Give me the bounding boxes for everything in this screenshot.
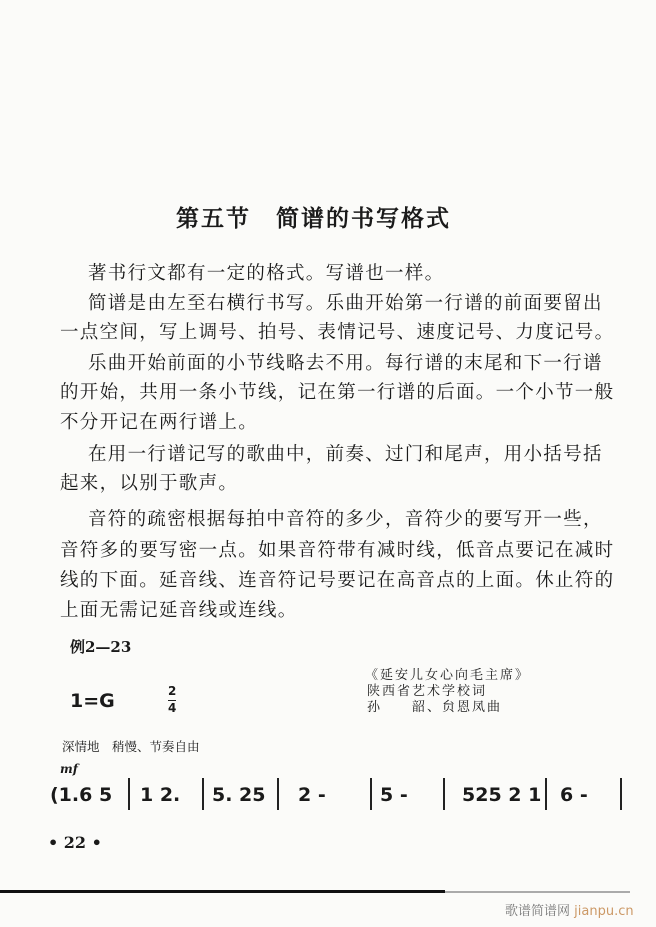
song-title: 《延安儿女心向毛主席》 xyxy=(365,668,531,683)
measure: 1 2. xyxy=(140,784,181,806)
measure: 2 - xyxy=(298,784,326,806)
bar-line xyxy=(443,778,445,810)
bar-line xyxy=(128,778,130,810)
paragraph-line: 的开始，共用一条小节线，记在第一行谱的后面。一个小节一般 xyxy=(60,382,615,403)
paragraph-line: 简谱是由左至右横行书写。乐曲开始第一行谱的前面要留出 xyxy=(88,293,603,314)
paragraph-line: 著书行文都有一定的格式。写谱也一样。 xyxy=(88,263,445,284)
measure: 525 2 1 xyxy=(462,784,542,806)
bar-line xyxy=(370,778,372,810)
bar-line xyxy=(277,778,279,810)
example-label: 例2—23 xyxy=(70,638,132,656)
paragraph-line: 上面无需记延音线或连线。 xyxy=(60,600,298,621)
paragraph-line: 乐曲开始前面的小节线略去不用。每行谱的末尾和下一行谱 xyxy=(88,353,603,374)
lyricist: 陕西省艺术学校词 xyxy=(367,684,488,699)
watermark-en: jianpu.cn xyxy=(574,904,634,919)
watermark xyxy=(505,900,634,919)
watermark-cn: 歌谱简谱网 xyxy=(505,904,571,919)
paragraph-line: 音符的疏密根据每拍中音符的多少，音符少的要写开一些， xyxy=(88,509,603,530)
bar-line xyxy=(620,778,622,810)
key-signature: 1=G xyxy=(70,690,115,712)
paragraph-line: 一点空间，写上调号、拍号、表情记号、速度记号、力度记号。 xyxy=(60,322,615,343)
tempo-marking: 深情地 稍慢、节奏自由 xyxy=(62,739,200,754)
time-signature-top: 2 xyxy=(168,684,177,698)
dynamic-marking: mf xyxy=(60,762,78,776)
measure: (1.6 5 xyxy=(50,784,113,806)
page-number: • 22 • xyxy=(48,833,102,852)
paragraph-line: 在用一行谱记写的歌曲中，前奏、过门和尾声，用小括号括 xyxy=(88,444,603,465)
composer: 孙 韶、贠恩凤曲 xyxy=(367,700,503,715)
bottom-rule-faded xyxy=(445,891,630,893)
bar-line xyxy=(202,778,204,810)
paragraph-line: 音符多的要写密一点。如果音符带有减时线，低音点要记在减时 xyxy=(60,540,615,561)
time-signature-bottom: 4 xyxy=(168,701,177,715)
measure: 5. 25 xyxy=(212,784,266,806)
bar-line xyxy=(545,778,547,810)
measure: 5 - xyxy=(380,784,408,806)
paragraph-line: 起来，以别于歌声。 xyxy=(60,473,239,494)
bottom-rule xyxy=(0,890,445,893)
paragraph-line: 线的下面。延音线、连音符记号要记在高音点的上面。休止符的 xyxy=(60,570,615,591)
paragraph-line: 不分开记在两行谱上。 xyxy=(60,412,259,433)
measure: 6 - xyxy=(560,784,588,806)
section-title: 第五节 简谱的书写格式 xyxy=(176,205,451,232)
